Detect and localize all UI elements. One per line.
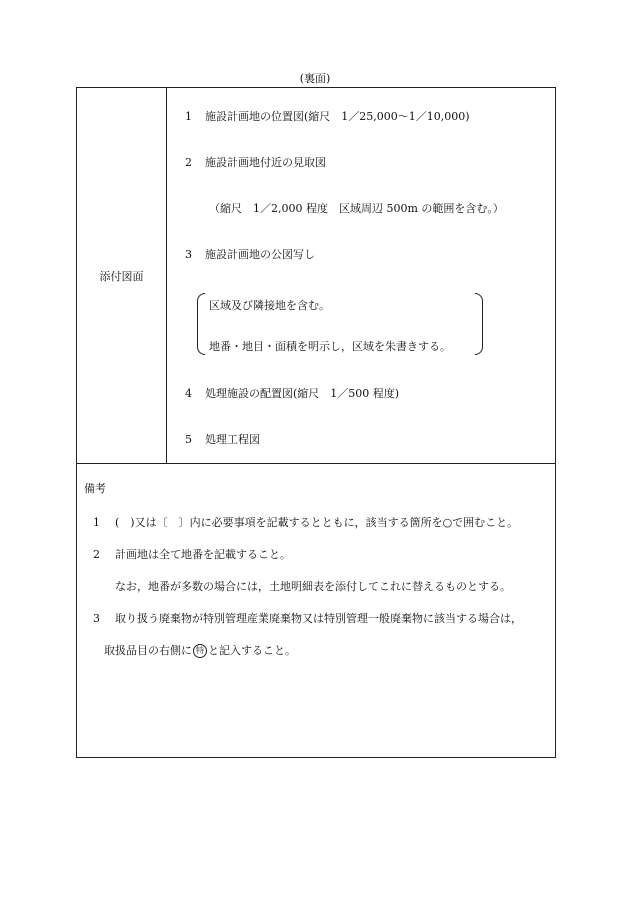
bracket-line-2: 地番・地目・面積を明示し，区域を朱書きする。 [209,340,451,353]
page-header: (裏面) [299,72,331,85]
note-2 [93,546,291,562]
attachments-label: 添付図面 [77,88,167,463]
note-1 [93,514,518,530]
note-3 [93,610,522,626]
attachment-item-2 [185,154,326,170]
attachment-item-1 [185,108,470,124]
right-bracket [475,293,483,355]
attachment-item-text: 処理施設の配置図(縮尺 1／500 程度) [205,387,400,400]
attachment-item-text: 施設計画地付近の見取図 [205,156,326,169]
attachment-item-3-bracket-note [197,293,483,355]
attachments-list [167,88,555,463]
note-3-text-before: 取扱品目の右側に [104,644,192,657]
note-text: 計画地は全て地番を記載すること。 [115,548,291,561]
note-number: 2 [93,548,100,561]
attachment-item-text: 処理工程図 [205,433,260,446]
attachment-item-text: 施設計画地の位置図(縮尺 1／25,000～1／10,000) [205,110,470,123]
bracket-line-1: 区域及び隣接地を含む。 [209,299,330,312]
attachment-item-4 [185,385,399,401]
notes-section [77,464,555,757]
attachment-form-frame [76,87,556,758]
attachment-item-5 [185,431,260,447]
attachment-item-3 [185,246,315,262]
notes-title: 備考 [84,482,106,495]
note-2-continuation: なお，地番が多数の場合には，土地明細表を添付してこれに替えるものとする。 [115,580,511,593]
circled-special-symbol: 特 [193,644,207,658]
attachments-section [77,88,555,464]
left-bracket [197,293,205,355]
note-text: ( )又は〔 〕内に必要事項を記載するとともに，該当する箇所を○で囲むこと。 [115,516,519,529]
note-text: 取り扱う廃棄物が特別管理産業廃棄物又は特別管理一般廃棄物に該当する場合は， [115,612,522,625]
attachment-item-number: 2 [185,156,192,169]
note-3-text-after: と記入すること。 [208,644,296,657]
attachment-item-number: 5 [185,433,192,446]
attachment-item-number: 3 [185,248,192,261]
attachment-item-number: 4 [185,387,192,400]
note-3-continuation [104,642,296,658]
attachment-item-text: 施設計画地の公図写し [205,248,315,261]
attachment-item-2-scale-note: （縮尺 1／2,000 程度 区域周辺 500m の範囲を含む。） [209,202,504,215]
note-number: 3 [93,612,100,625]
attachment-item-number: 1 [185,110,192,123]
note-number: 1 [93,516,100,529]
